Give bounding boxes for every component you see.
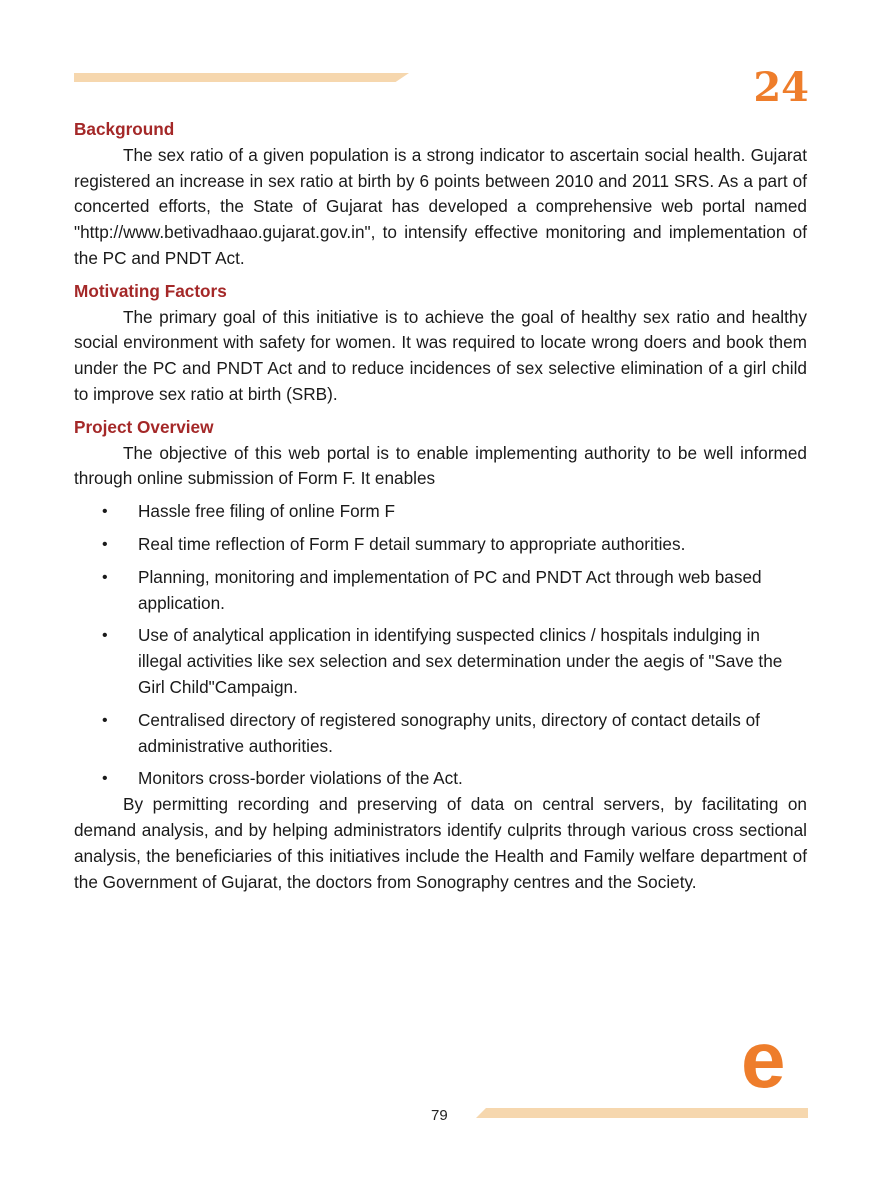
- list-item: [74, 499, 807, 525]
- feature-list: [74, 499, 807, 792]
- list-item-text: Centralised directory of registered sonography units, directory of contact details of administrative authorities.: [138, 709, 760, 756]
- motivating-paragraph: The primary goal of this initiative is to achieve the goal of healthy sex ratio and healthy social environment with safety for women. It was required to locate wrong doers and book them under the PC and PNDT Act and to reduce incidences of sex selective elimination of a girl child to improve sex ratio at birth (SRB).: [74, 306, 807, 404]
- chapter-number: 24: [753, 64, 809, 111]
- bullet-icon: •: [102, 627, 108, 645]
- list-item: [74, 708, 807, 760]
- list-item: [74, 532, 807, 558]
- bullet-icon: •: [102, 711, 108, 729]
- bullet-icon: •: [102, 535, 108, 553]
- list-item: [74, 565, 807, 617]
- page-number: 79: [431, 1107, 448, 1124]
- bullet-icon: •: [102, 770, 108, 788]
- header-decorative-bar: [74, 73, 409, 82]
- section-heading-project-overview: Project Overview: [74, 416, 214, 437]
- e-logo-icon: e: [741, 1015, 786, 1104]
- section-heading-motivating-factors: Motivating Factors: [74, 280, 227, 301]
- list-item-text: Planning, monitoring and implementation of PC and PNDT Act through web based application.: [138, 566, 762, 613]
- document-body: [74, 117, 807, 895]
- list-item-text: Monitors cross-border violations of the Act.: [138, 768, 463, 789]
- closing-paragraph: By permitting recording and preserving of data on central servers, by facilitating on demand analysis, and by helping administrators identify culprits through various cross sectional analysis, the beneficiaries of this initiatives include the Health and Family welfare department of the Government of Gujarat, the doctors from Sonography centres and the Society.: [74, 794, 807, 892]
- section-heading-background: Background: [74, 119, 175, 139]
- list-item: [74, 623, 807, 700]
- background-paragraph: The sex ratio of a given population is a strong indicator to ascertain social health. Gujarat registered an increase in sex ratio at birth by 6 points between 2010 and 2011 SRS. As a part of concerted efforts, the State of Gujarat has developed a comprehensive web portal named "http://www.betivadhaao.gujarat.gov.in", to intensify effective monitoring and implementation of the PC and PNDT Act.: [74, 144, 807, 268]
- list-item-text: Real time reflection of Form F detail summary to appropriate authorities.: [138, 533, 686, 554]
- bullet-icon: •: [102, 503, 108, 521]
- footer-decorative-bar: [476, 1108, 808, 1118]
- bullet-icon: •: [102, 568, 108, 586]
- list-item-text: Hassle free filing of online Form F: [138, 501, 395, 522]
- overview-paragraph: The objective of this web portal is to enable implementing authority to be well informed through online submission of Form F. It enables: [74, 442, 807, 489]
- list-item: [74, 766, 807, 792]
- list-item-text: Use of analytical application in identifying suspected clinics / hospitals indulging in illegal activities like sex selection and sex determination under the aegis of "Save the Girl Child"Campaign.: [138, 625, 783, 697]
